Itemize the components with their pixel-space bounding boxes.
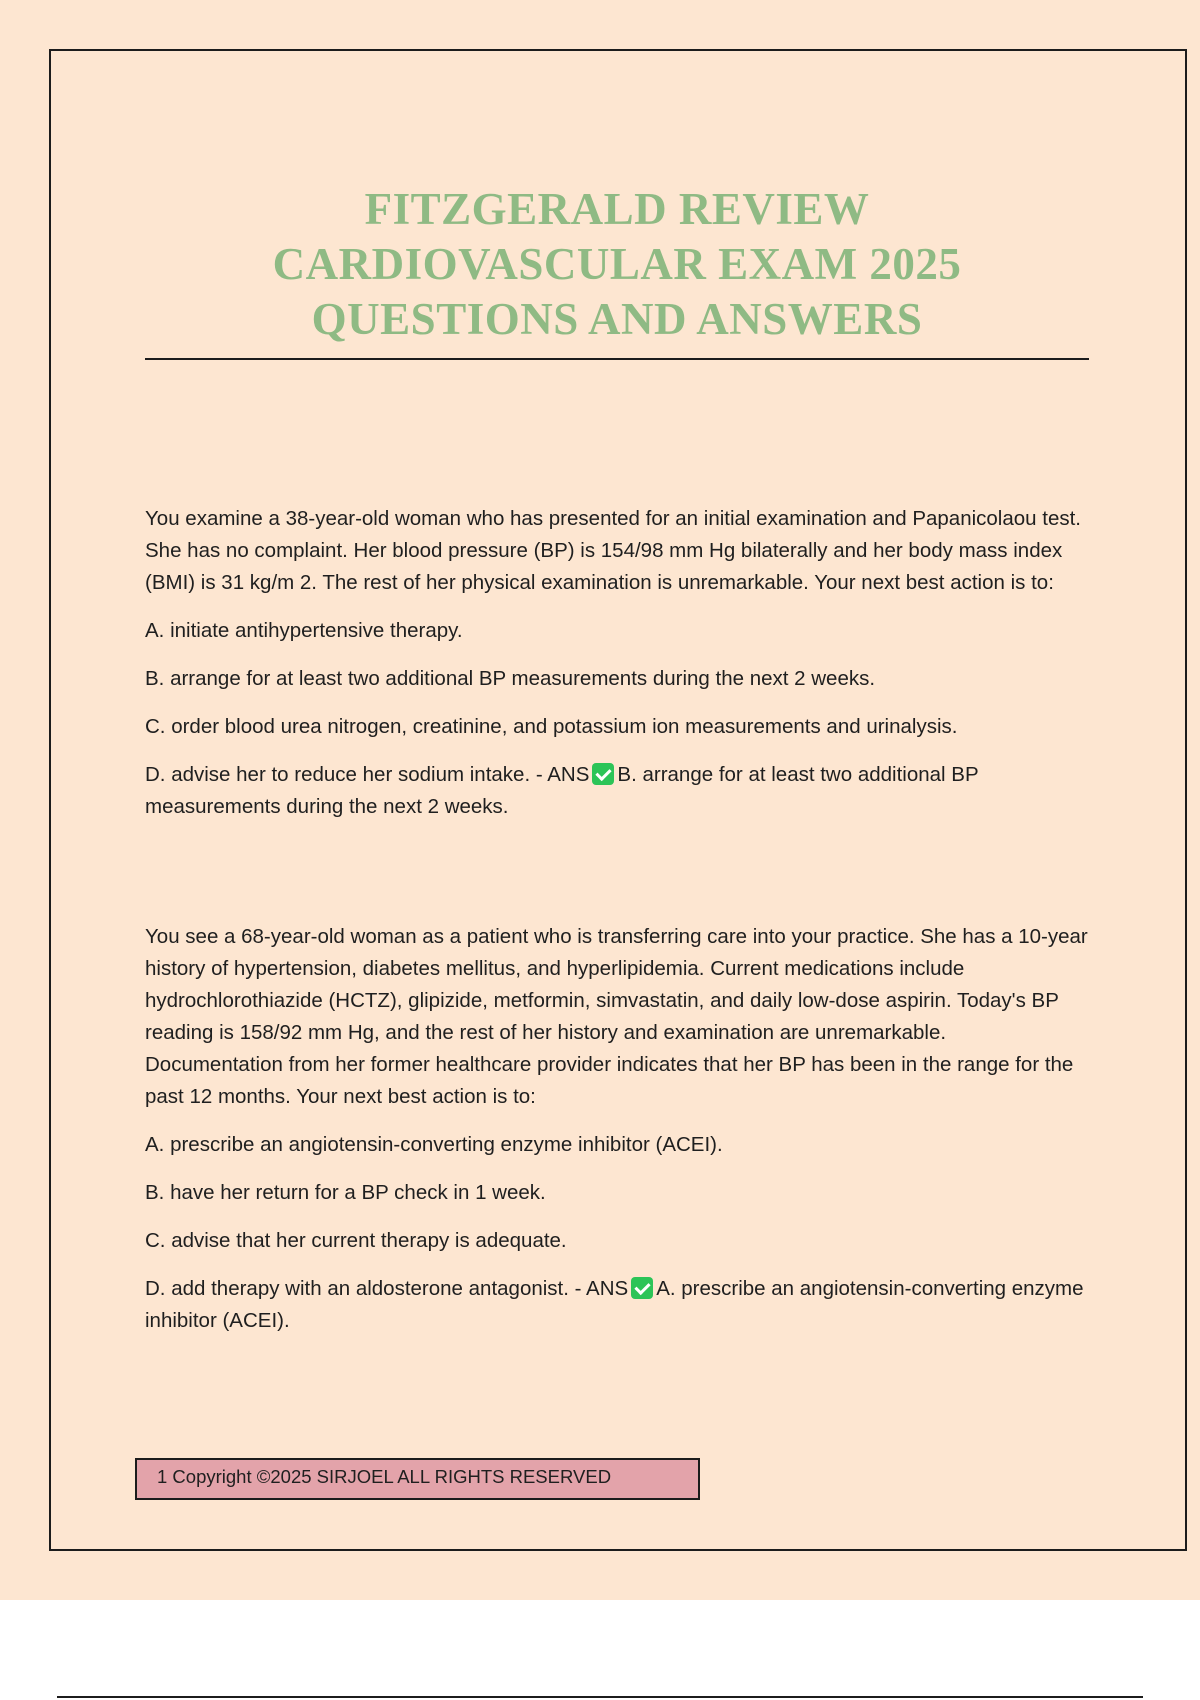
option-d: D. advise her to reduce her sodium intake. (145, 763, 531, 786)
bottom-divider (57, 1696, 1143, 1698)
answer-prefix: - ANS (535, 763, 590, 786)
option-b: B. have her return for a BP check in 1 week. (145, 1181, 546, 1204)
answer-text: B. arrange for at least two additional BP measurements during the next 2 weeks. (145, 763, 979, 818)
check-mark-icon (631, 1277, 653, 1299)
option-d-with-answer (145, 1273, 1089, 1337)
option-b: B. arrange for at least two additional BP measurements during the next 2 weeks. (145, 667, 876, 690)
option-c: C. advise that her current therapy is adequate. (145, 1229, 567, 1252)
option-d: D. add therapy with an aldosterone antagonist. (145, 1277, 569, 1300)
question-2 (145, 921, 1089, 1353)
question-stem: You see a 68-year-old woman as a patient who is transferring care into your practice. She has a 10-year history of hypertension, diabetes mellitus, and hyperlipidemia. Current medications include hydrochlorothiazide (HCTZ), glipizide, metformin, simvastatin, and daily low-dose aspirin. Today's BP reading is 158/92 mm Hg, and the rest of her history and examination are unremarkable. Documentation from her former healthcare provider indicates that her BP has been in the range for the past 12 months. Your next best action is to: (145, 925, 1088, 1108)
option-a: A. prescribe an angiotensin-converting enzyme inhibitor (ACEI). (145, 1133, 723, 1156)
document-title: FITZGERALD REVIEW CARDIOVASCULAR EXAM 2025 QUESTIONS AND ANSWERS (272, 184, 962, 344)
copyright-footer: 1 Copyright ©2025 SIRJOEL ALL RIGHTS RESERVED (135, 1458, 700, 1500)
question-1 (145, 503, 1089, 839)
question-stem: You examine a 38-year-old woman who has presented for an initial examination and Papanicolaou test. She has no complaint. Her blood pressure (BP) is 154/98 mm Hg bilaterally and her body mass index (BMI) is 31 kg/m 2. The rest of her physical examination is unremarkable. Your next best action is to: (145, 507, 1081, 594)
option-c: C. order blood urea nitrogen, creatinine, and potassium ion measurements and urinalysis. (145, 715, 958, 738)
title-underline (145, 358, 1089, 360)
answer-prefix: - ANS (574, 1277, 629, 1300)
option-a: A. initiate antihypertensive therapy. (145, 619, 463, 642)
option-d-with-answer (145, 759, 1089, 823)
check-mark-icon (592, 763, 614, 785)
answer-text: A. prescribe an angiotensin-converting enzyme inhibitor (ACEI). (145, 1277, 1084, 1332)
